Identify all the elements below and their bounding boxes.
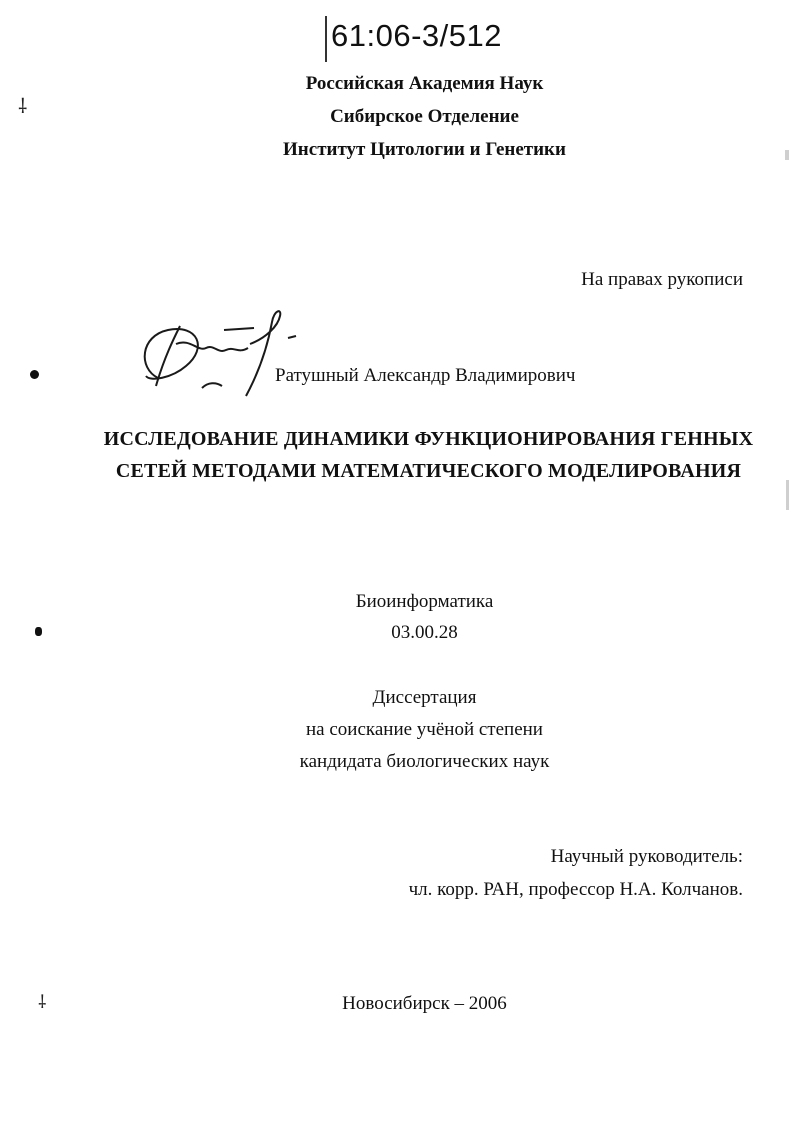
document-type: Диссертация (372, 687, 477, 708)
scan-edge-smudge (785, 150, 789, 160)
scan-artifact-icon: ⸸ (18, 96, 28, 118)
handwritten-signature-icon (128, 308, 318, 404)
degree-line-1: на соискание учёной степени (306, 719, 543, 740)
advisor-name: чл. корр. РАН, профессор Н.А. Колчанов. (408, 879, 743, 900)
author-name: Ратушный Александр Владимирович (275, 365, 576, 386)
thesis-title-line-1: ИССЛЕДОВАНИЕ ДИНАМИКИ ФУНКЦИОНИРОВАНИЯ ГЕННЫХ (103, 428, 754, 450)
scan-dot-icon (35, 627, 42, 636)
city-year: Новосибирск – 2006 (342, 993, 507, 1014)
degree-line-2: кандидата биологических наук (299, 751, 550, 772)
stamp-margin-line (325, 16, 327, 62)
institute-name: Институт Цитологии и Генетики (283, 139, 566, 160)
scan-edge-smudge (786, 480, 789, 510)
branch-name: Сибирское Отделение (330, 106, 519, 127)
scan-dot-icon (30, 370, 39, 379)
scan-artifact-icon: ⸸ (38, 992, 47, 1012)
specialty-code: 03.00.28 (391, 622, 458, 643)
advisor-label: Научный руководитель: (550, 846, 743, 867)
thesis-title-line-2: СЕТЕЙ МЕТОДАМИ МАТЕМАТИЧЕСКОГО МОДЕЛИРОВАНИЯ (115, 460, 742, 482)
library-code-stamp: 61:06-3/512 (331, 18, 502, 53)
manuscript-rights-note: На правах рукописи (581, 269, 743, 290)
academy-name: Российская Академия Наук (305, 73, 544, 94)
specialty-name: Биоинформатика (355, 591, 494, 612)
